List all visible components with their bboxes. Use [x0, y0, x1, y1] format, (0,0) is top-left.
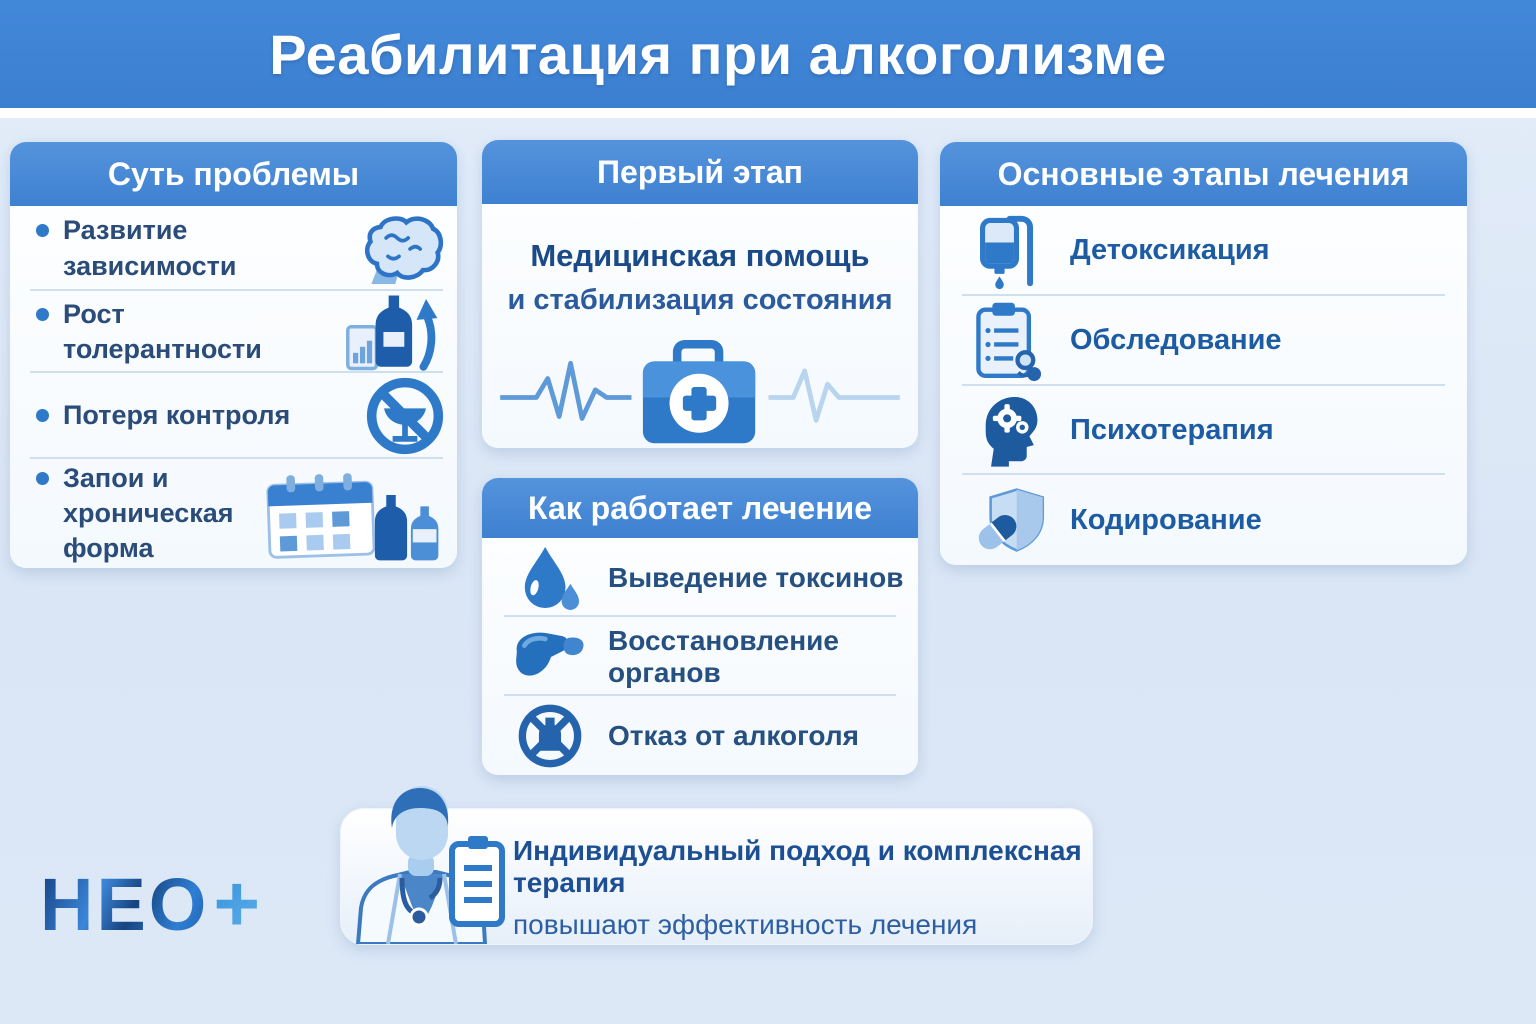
first-stage-line2: и стабилизация состояния	[507, 284, 893, 316]
list-item	[482, 617, 918, 696]
list-item	[482, 696, 918, 775]
card-first-stage-title: Первый этап	[482, 140, 918, 204]
item-label: Выведение токсинов	[608, 561, 904, 593]
card-problem-title: Суть проблемы	[10, 142, 457, 206]
item-label: Детоксикация	[1070, 234, 1270, 267]
tolerance-growth-icon	[341, 292, 445, 372]
list-item	[10, 206, 457, 291]
card-problem	[10, 142, 457, 568]
list-item	[940, 386, 1467, 476]
calendar-bottles-icon	[265, 466, 445, 562]
item-label: Рост толерантности	[63, 298, 262, 364]
item-label: Отказ от алкоголя	[608, 719, 859, 751]
no-alcohol-sign-icon	[365, 376, 445, 456]
list-item	[10, 291, 457, 373]
bullet-icon	[36, 224, 49, 237]
page-title: Реабилитация при алкоголизме	[269, 22, 1167, 86]
list-item	[940, 206, 1467, 296]
list-item	[482, 538, 918, 617]
banner-line2: повышают эффективность лечения	[513, 909, 978, 940]
iv-drip-icon	[966, 212, 1050, 290]
card-treatment-stages	[940, 142, 1467, 565]
item-label: Кодирование	[1070, 503, 1262, 536]
list-item	[10, 373, 457, 459]
item-label: Запои и хроническая форма	[63, 462, 234, 564]
item-label: Психотерапия	[1070, 413, 1274, 446]
item-label: Потеря контроля	[63, 400, 291, 431]
list-item	[940, 296, 1467, 386]
refuse-alcohol-icon	[508, 701, 592, 771]
list-item	[10, 459, 457, 568]
doctor-illustration	[344, 782, 516, 944]
card-how-title: Как работает лечение	[482, 478, 918, 538]
card-first-stage	[482, 140, 918, 448]
header-divider	[0, 108, 1536, 118]
banner-line1: Индивидуальный подход и комплексная терапия	[513, 835, 1082, 898]
bullet-icon	[36, 308, 49, 321]
bullet-icon	[36, 409, 49, 422]
header-band	[0, 0, 1536, 108]
list-item	[940, 475, 1467, 565]
logo-plus-icon: +	[213, 859, 261, 948]
logo	[40, 858, 260, 950]
card-treatment-stages-title: Основные этапы лечения	[940, 142, 1467, 206]
brain-icon	[353, 214, 445, 284]
card-how-treatment-works	[482, 478, 918, 775]
checkup-clipboard-icon	[966, 301, 1050, 381]
logo-text: НЕО	[40, 862, 210, 946]
droplets-icon	[508, 545, 592, 611]
medical-kit-ecg-icon	[482, 329, 918, 447]
item-label: Восстановление органов	[608, 624, 839, 688]
item-label: Развитие зависимости	[63, 215, 237, 281]
coding-shield-icon	[966, 487, 1050, 553]
psychotherapy-head-icon	[966, 393, 1050, 467]
first-stage-line1: Медицинская помощь	[530, 238, 870, 273]
liver-icon	[508, 628, 592, 686]
bullet-icon	[36, 472, 49, 485]
item-label: Обследование	[1070, 324, 1282, 357]
